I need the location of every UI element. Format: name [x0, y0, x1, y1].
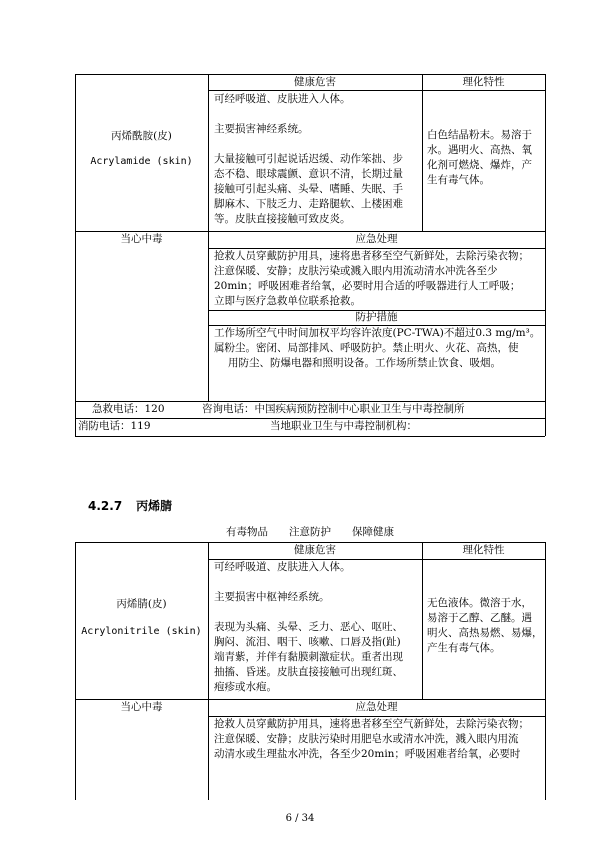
local-org: 当地职业卫生与中毒控制机构： [270, 420, 417, 432]
emergency-text: 抢救人员穿戴防护用具，速将患者移至空气新鲜处，去除污染衣物； 注意保暖、安静；皮肤污染时用肥皂水或清水冲洗，溅入眼内用流 动清水或生理盐水冲洗，各至少20min；呼吸困难者给氧，必要时 [214, 718, 529, 760]
hazard-text: 可经呼吸道、皮肤进入人体。 主要损害神经系统。 大量接触可引起说话迟缓、动作笨拙、步 态不稳、眼球震颤、意识不清，长期过量 接触可引起头痛、头晕、嗜睡、失眠、手 脚麻木、下肢乏力、走路腿软、上楼困难 等。皮肤直接接触可致皮炎。 [214, 93, 403, 225]
fire-phone: 消防电话：119 [78, 420, 151, 432]
protection-text: 工作场所空气中时间加权平均容许浓度(PC-TWA)不超过0.3 mg/m³。 属粉尘。密闭、局部排风、呼吸防护。禁止明火、火花、高热，使 用防尘、防爆电器和照明设备。工作场所禁止饮食、吸烟。 [214, 327, 541, 369]
emergency-title: 应急处理 [355, 233, 398, 245]
card-top-labels: 有毒物品 注意防护 保障健康 [226, 526, 394, 538]
properties-text: 无色液体。微溶于水， 易溶于乙醇、乙醚。遇 明火、高热易燃、易爆， 产生有毒气体。 [427, 597, 543, 654]
header-health-hazard: 健康危害 [294, 544, 336, 556]
substance-name-cn: 丙烯腈(皮) [116, 598, 167, 610]
warning-label: 当心中毒 [120, 701, 163, 713]
emergency-text: 抢救人员穿戴防护用具，速将患者移至空气新鲜处，去除污染衣物； 注意保暖、安静；皮肤污染或溅入眼内用流动清水冲洗各至少 20min；呼吸困难者给氧，必要时用合适的呼吸器进行人工呼吸； 立即与医疗急救单位联系抢救。 [214, 250, 529, 307]
substance-name-en: Acrylamide (skin) [90, 156, 193, 167]
substance-name-cn: 丙烯酰胺(皮) [111, 130, 172, 142]
header-health-hazard: 健康危害 [294, 76, 336, 88]
first-aid-phone: 急救电话：120 [92, 403, 165, 415]
section-title: 丙烯腈 [136, 499, 173, 513]
emergency-title: 应急处理 [355, 701, 398, 713]
warning-label: 当心中毒 [120, 233, 163, 245]
properties-text: 白色结晶粉末。易溶于 水。遇明火、高热、氧 化剂可燃烧、爆炸，产 生有毒气体。 [427, 129, 532, 186]
header-physical-properties: 理化特性 [462, 76, 505, 88]
substance-name-en: Acrylonitrile (skin) [81, 626, 202, 637]
section-heading [88, 497, 186, 514]
page-number: 6 / 34 [285, 813, 315, 824]
section-number: 4.2.7 [88, 499, 123, 513]
hazard-text: 可经呼吸道、皮肤进入人体。 主要损害中枢神经系统。 表现为头痛、头晕、乏力、恶心、呕吐、 胸闷、流泪、咽干、咳嗽、口唇及指(趾) 端青紫，并伴有黏膜刺激症状。重者出现 抽搐、昏迷。皮肤直接接触可出现红斑、 疱疹或水疱。 [214, 561, 403, 693]
protection-title: 防护措施 [355, 311, 398, 323]
header-physical-properties: 理化特性 [462, 544, 505, 556]
consult-phone: 咨询电话：中国疾病预防控制中心职业卫生与中毒控制所 [202, 403, 465, 415]
